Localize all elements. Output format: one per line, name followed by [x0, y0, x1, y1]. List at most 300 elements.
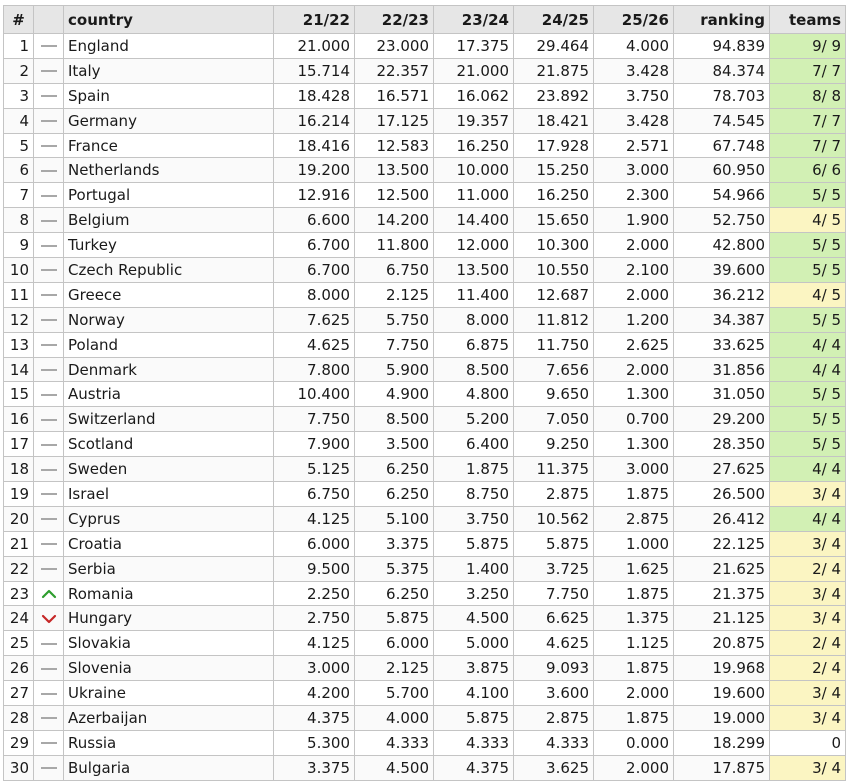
column-header-rank[interactable]: #	[4, 6, 34, 34]
season-2324-cell: 21.000	[434, 58, 514, 83]
trend-cell	[34, 258, 64, 283]
season-2425-cell: 9.650	[514, 382, 594, 407]
season-2324-cell: 4.375	[434, 755, 514, 780]
table-row[interactable]	[4, 706, 846, 731]
rank-cell: 25	[4, 631, 34, 656]
teams-cell: 5/ 5	[770, 258, 846, 283]
season-2122-cell: 5.300	[274, 730, 355, 755]
country-cell: Hungary	[64, 606, 274, 631]
table-row[interactable]	[4, 482, 846, 507]
trend-flat-icon	[41, 344, 57, 346]
season-2425-cell: 4.625	[514, 631, 594, 656]
season-2324-cell: 4.500	[434, 606, 514, 631]
season-2425-cell: 10.550	[514, 258, 594, 283]
teams-cell: 5/ 5	[770, 432, 846, 457]
season-2223-cell: 3.375	[355, 531, 434, 556]
trend-up-icon	[41, 589, 57, 599]
teams-cell: 5/ 5	[770, 382, 846, 407]
season-2122-cell: 7.800	[274, 357, 355, 382]
teams-cell: 7/ 7	[770, 133, 846, 158]
trend-flat-icon	[41, 394, 57, 396]
season-2324-cell: 5.000	[434, 631, 514, 656]
ranking-cell: 26.412	[674, 506, 770, 531]
season-2526-cell: 2.000	[594, 755, 674, 780]
rank-cell: 27	[4, 681, 34, 706]
country-cell: Azerbaijan	[64, 706, 274, 731]
table-row[interactable]	[4, 282, 846, 307]
trend-flat-icon	[41, 269, 57, 271]
teams-cell: 5/ 5	[770, 407, 846, 432]
ranking-cell: 34.387	[674, 307, 770, 332]
trend-flat-icon	[41, 120, 57, 122]
ranking-cell: 33.625	[674, 332, 770, 357]
teams-cell: 4/ 5	[770, 208, 846, 233]
table-row[interactable]	[4, 606, 846, 631]
ranking-cell: 17.875	[674, 755, 770, 780]
trend-flat-icon	[41, 668, 57, 670]
trend-flat-icon	[41, 469, 57, 471]
season-2122-cell: 8.000	[274, 282, 355, 307]
teams-cell: 3/ 4	[770, 581, 846, 606]
rank-cell: 1	[4, 34, 34, 59]
column-header-2526[interactable]: 25/26	[594, 6, 674, 34]
trend-cell	[34, 432, 64, 457]
rank-cell: 19	[4, 482, 34, 507]
season-2425-cell: 7.656	[514, 357, 594, 382]
season-2526-cell: 3.000	[594, 457, 674, 482]
season-2223-cell: 4.333	[355, 730, 434, 755]
rank-cell: 4	[4, 108, 34, 133]
rank-cell: 3	[4, 83, 34, 108]
table-row[interactable]	[4, 34, 846, 59]
rank-cell: 15	[4, 382, 34, 407]
teams-cell: 2/ 4	[770, 631, 846, 656]
country-cell: France	[64, 133, 274, 158]
season-2425-cell: 3.625	[514, 755, 594, 780]
season-2425-cell: 11.375	[514, 457, 594, 482]
season-2526-cell: 1.625	[594, 556, 674, 581]
rank-cell: 18	[4, 457, 34, 482]
season-2324-cell: 16.062	[434, 83, 514, 108]
season-2324-cell: 19.357	[434, 108, 514, 133]
country-cell: Portugal	[64, 183, 274, 208]
season-2122-cell: 15.714	[274, 58, 355, 83]
country-cell: Germany	[64, 108, 274, 133]
ranking-cell: 42.800	[674, 233, 770, 258]
column-header-ranking[interactable]: ranking	[674, 6, 770, 34]
column-header-country[interactable]: country	[64, 6, 274, 34]
season-2425-cell: 11.812	[514, 307, 594, 332]
table-row[interactable]	[4, 233, 846, 258]
table-row[interactable]	[4, 432, 846, 457]
ranking-cell: 52.750	[674, 208, 770, 233]
table-row[interactable]	[4, 581, 846, 606]
season-2324-cell: 5.875	[434, 531, 514, 556]
ranking-cell: 29.200	[674, 407, 770, 432]
trend-cell	[34, 208, 64, 233]
rank-cell: 12	[4, 307, 34, 332]
teams-cell: 0	[770, 730, 846, 755]
table-row[interactable]	[4, 531, 846, 556]
season-2122-cell: 7.900	[274, 432, 355, 457]
trend-cell	[34, 506, 64, 531]
rank-cell: 6	[4, 158, 34, 183]
season-2324-cell: 6.400	[434, 432, 514, 457]
teams-cell: 5/ 5	[770, 307, 846, 332]
column-header-2122[interactable]: 21/22	[274, 6, 355, 34]
teams-cell: 3/ 4	[770, 606, 846, 631]
trend-cell	[34, 233, 64, 258]
trend-flat-icon	[41, 195, 57, 197]
trend-cell	[34, 307, 64, 332]
ranking-cell: 26.500	[674, 482, 770, 507]
season-2425-cell: 16.250	[514, 183, 594, 208]
rank-cell: 29	[4, 730, 34, 755]
season-2324-cell: 10.000	[434, 158, 514, 183]
trend-cell	[34, 382, 64, 407]
ranking-cell: 19.000	[674, 706, 770, 731]
season-2324-cell: 1.875	[434, 457, 514, 482]
season-2425-cell: 3.725	[514, 556, 594, 581]
season-2324-cell: 8.750	[434, 482, 514, 507]
rank-cell: 8	[4, 208, 34, 233]
trend-flat-icon	[41, 245, 57, 247]
season-2425-cell: 2.875	[514, 482, 594, 507]
season-2122-cell: 6.750	[274, 482, 355, 507]
table-row[interactable]	[4, 631, 846, 656]
season-2324-cell: 5.875	[434, 706, 514, 731]
table-row[interactable]	[4, 681, 846, 706]
season-2223-cell: 6.750	[355, 258, 434, 283]
country-cell: Greece	[64, 282, 274, 307]
season-2223-cell: 16.571	[355, 83, 434, 108]
season-2122-cell: 16.214	[274, 108, 355, 133]
season-2324-cell: 17.375	[434, 34, 514, 59]
season-2324-cell: 1.400	[434, 556, 514, 581]
table-row[interactable]	[4, 58, 846, 83]
season-2223-cell: 5.375	[355, 556, 434, 581]
country-cell: Scotland	[64, 432, 274, 457]
trend-flat-icon	[41, 95, 57, 97]
trend-cell	[34, 332, 64, 357]
season-2526-cell: 3.428	[594, 58, 674, 83]
rank-cell: 14	[4, 357, 34, 382]
season-2122-cell: 12.916	[274, 183, 355, 208]
season-2122-cell: 18.416	[274, 133, 355, 158]
season-2324-cell: 6.875	[434, 332, 514, 357]
teams-cell: 4/ 4	[770, 457, 846, 482]
season-2324-cell: 5.200	[434, 407, 514, 432]
ranking-cell: 21.625	[674, 556, 770, 581]
trend-cell	[34, 407, 64, 432]
season-2425-cell: 11.750	[514, 332, 594, 357]
trend-cell	[34, 158, 64, 183]
season-2526-cell: 2.000	[594, 233, 674, 258]
season-2526-cell: 2.571	[594, 133, 674, 158]
season-2223-cell: 5.100	[355, 506, 434, 531]
table-row[interactable]	[4, 382, 846, 407]
trend-down-icon	[41, 614, 57, 624]
trend-flat-icon	[41, 742, 57, 744]
ranking-cell: 36.212	[674, 282, 770, 307]
table-row[interactable]	[4, 83, 846, 108]
season-2223-cell: 8.500	[355, 407, 434, 432]
season-2223-cell: 6.000	[355, 631, 434, 656]
teams-cell: 9/ 9	[770, 34, 846, 59]
trend-flat-icon	[41, 543, 57, 545]
table-row[interactable]	[4, 457, 846, 482]
season-2425-cell: 5.875	[514, 531, 594, 556]
season-2122-cell: 3.375	[274, 755, 355, 780]
season-2223-cell: 13.500	[355, 158, 434, 183]
country-cell: Sweden	[64, 457, 274, 482]
season-2425-cell: 10.300	[514, 233, 594, 258]
table-row[interactable]	[4, 307, 846, 332]
teams-cell: 3/ 4	[770, 755, 846, 780]
season-2324-cell: 11.400	[434, 282, 514, 307]
ranking-cell: 84.374	[674, 58, 770, 83]
country-cell: Slovakia	[64, 631, 274, 656]
season-2526-cell: 3.428	[594, 108, 674, 133]
rank-cell: 22	[4, 556, 34, 581]
season-2324-cell: 14.400	[434, 208, 514, 233]
season-2324-cell: 4.333	[434, 730, 514, 755]
season-2425-cell: 3.600	[514, 681, 594, 706]
season-2122-cell: 4.375	[274, 706, 355, 731]
season-2425-cell: 10.562	[514, 506, 594, 531]
rank-cell: 26	[4, 656, 34, 681]
season-2122-cell: 4.200	[274, 681, 355, 706]
season-2324-cell: 11.000	[434, 183, 514, 208]
ranking-cell: 39.600	[674, 258, 770, 283]
season-2526-cell: 1.900	[594, 208, 674, 233]
season-2526-cell: 0.000	[594, 730, 674, 755]
table-row[interactable]	[4, 258, 846, 283]
rank-cell: 10	[4, 258, 34, 283]
rank-cell: 5	[4, 133, 34, 158]
season-2324-cell: 13.500	[434, 258, 514, 283]
table-row[interactable]	[4, 158, 846, 183]
trend-cell	[34, 108, 64, 133]
country-cell: Netherlands	[64, 158, 274, 183]
season-2526-cell: 1.375	[594, 606, 674, 631]
season-2223-cell: 6.250	[355, 457, 434, 482]
column-header-trend[interactable]	[34, 6, 64, 34]
teams-cell: 6/ 6	[770, 158, 846, 183]
country-cell: England	[64, 34, 274, 59]
ranking-cell: 27.625	[674, 457, 770, 482]
season-2324-cell: 12.000	[434, 233, 514, 258]
trend-cell	[34, 556, 64, 581]
rank-cell: 9	[4, 233, 34, 258]
ranking-cell: 21.125	[674, 606, 770, 631]
ranking-cell: 67.748	[674, 133, 770, 158]
season-2122-cell: 3.000	[274, 656, 355, 681]
season-2223-cell: 11.800	[355, 233, 434, 258]
column-header-2223[interactable]: 22/23	[355, 6, 434, 34]
season-2324-cell: 3.875	[434, 656, 514, 681]
season-2223-cell: 12.500	[355, 183, 434, 208]
country-cell: Italy	[64, 58, 274, 83]
country-cell: Norway	[64, 307, 274, 332]
column-header-2425[interactable]: 24/25	[514, 6, 594, 34]
season-2223-cell: 5.900	[355, 357, 434, 382]
trend-flat-icon	[41, 493, 57, 495]
country-cell: Israel	[64, 482, 274, 507]
trend-cell	[34, 531, 64, 556]
trend-cell	[34, 282, 64, 307]
season-2122-cell: 4.125	[274, 631, 355, 656]
season-2122-cell: 6.000	[274, 531, 355, 556]
ranking-cell: 18.299	[674, 730, 770, 755]
rank-cell: 21	[4, 531, 34, 556]
trend-flat-icon	[41, 419, 57, 421]
trend-cell	[34, 631, 64, 656]
season-2526-cell: 1.125	[594, 631, 674, 656]
table-row[interactable]	[4, 730, 846, 755]
season-2526-cell: 4.000	[594, 34, 674, 59]
ranking-cell: 19.968	[674, 656, 770, 681]
country-cell: Bulgaria	[64, 755, 274, 780]
table-row[interactable]	[4, 656, 846, 681]
table-row[interactable]	[4, 108, 846, 133]
ranking-cell: 94.839	[674, 34, 770, 59]
season-2223-cell: 5.700	[355, 681, 434, 706]
country-cell: Denmark	[64, 357, 274, 382]
trend-cell	[34, 34, 64, 59]
trend-cell	[34, 606, 64, 631]
season-2223-cell: 6.250	[355, 581, 434, 606]
table-row[interactable]	[4, 506, 846, 531]
ranking-cell: 54.966	[674, 183, 770, 208]
trend-cell	[34, 133, 64, 158]
teams-cell: 8/ 8	[770, 83, 846, 108]
rank-cell: 2	[4, 58, 34, 83]
teams-cell: 3/ 4	[770, 681, 846, 706]
rank-cell: 16	[4, 407, 34, 432]
column-header-teams[interactable]: teams	[770, 6, 846, 34]
trend-flat-icon	[41, 568, 57, 570]
country-cell: Cyprus	[64, 506, 274, 531]
rank-cell: 24	[4, 606, 34, 631]
season-2526-cell: 2.000	[594, 681, 674, 706]
teams-cell: 5/ 5	[770, 233, 846, 258]
season-2223-cell: 2.125	[355, 656, 434, 681]
season-2122-cell: 4.625	[274, 332, 355, 357]
teams-cell: 3/ 4	[770, 531, 846, 556]
season-2223-cell: 12.583	[355, 133, 434, 158]
season-2425-cell: 15.250	[514, 158, 594, 183]
country-cell: Ukraine	[64, 681, 274, 706]
rank-cell: 20	[4, 506, 34, 531]
season-2122-cell: 6.700	[274, 233, 355, 258]
season-2223-cell: 5.875	[355, 606, 434, 631]
country-cell: Poland	[64, 332, 274, 357]
country-cell: Austria	[64, 382, 274, 407]
rank-cell: 7	[4, 183, 34, 208]
trend-flat-icon	[41, 319, 57, 321]
season-2425-cell: 9.093	[514, 656, 594, 681]
season-2223-cell: 4.900	[355, 382, 434, 407]
season-2526-cell: 1.300	[594, 432, 674, 457]
ranking-cell: 31.856	[674, 357, 770, 382]
table-row[interactable]	[4, 755, 846, 780]
teams-cell: 4/ 5	[770, 282, 846, 307]
trend-flat-icon	[41, 693, 57, 695]
trend-cell	[34, 482, 64, 507]
column-header-2324[interactable]: 23/24	[434, 6, 514, 34]
season-2324-cell: 3.750	[434, 506, 514, 531]
table-row[interactable]	[4, 133, 846, 158]
table-row[interactable]	[4, 556, 846, 581]
trend-flat-icon	[41, 70, 57, 72]
teams-cell: 7/ 7	[770, 58, 846, 83]
country-cell: Russia	[64, 730, 274, 755]
season-2425-cell: 4.333	[514, 730, 594, 755]
season-2223-cell: 14.200	[355, 208, 434, 233]
season-2223-cell: 3.500	[355, 432, 434, 457]
country-cell: Serbia	[64, 556, 274, 581]
table-row[interactable]	[4, 332, 846, 357]
table-row[interactable]	[4, 407, 846, 432]
season-2122-cell: 19.200	[274, 158, 355, 183]
season-2122-cell: 4.125	[274, 506, 355, 531]
season-2526-cell: 2.300	[594, 183, 674, 208]
season-2425-cell: 12.687	[514, 282, 594, 307]
season-2223-cell: 2.125	[355, 282, 434, 307]
ranking-cell: 22.125	[674, 531, 770, 556]
country-cell: Turkey	[64, 233, 274, 258]
season-2223-cell: 23.000	[355, 34, 434, 59]
teams-cell: 4/ 4	[770, 332, 846, 357]
ranking-cell: 19.600	[674, 681, 770, 706]
season-2526-cell: 1.875	[594, 656, 674, 681]
table-row[interactable]	[4, 183, 846, 208]
country-cell: Czech Republic	[64, 258, 274, 283]
ranking-cell: 74.545	[674, 108, 770, 133]
season-2425-cell: 6.625	[514, 606, 594, 631]
country-cell: Spain	[64, 83, 274, 108]
rank-cell: 28	[4, 706, 34, 731]
teams-cell: 3/ 4	[770, 706, 846, 731]
season-2526-cell: 1.000	[594, 531, 674, 556]
country-cell: Croatia	[64, 531, 274, 556]
trend-cell	[34, 58, 64, 83]
season-2223-cell: 17.125	[355, 108, 434, 133]
trend-cell	[34, 681, 64, 706]
season-2223-cell: 4.000	[355, 706, 434, 731]
teams-cell: 4/ 4	[770, 357, 846, 382]
season-2122-cell: 2.750	[274, 606, 355, 631]
season-2324-cell: 4.100	[434, 681, 514, 706]
season-2526-cell: 1.200	[594, 307, 674, 332]
trend-cell	[34, 730, 64, 755]
table-row[interactable]	[4, 208, 846, 233]
season-2425-cell: 7.750	[514, 581, 594, 606]
season-2526-cell: 3.000	[594, 158, 674, 183]
season-2526-cell: 1.300	[594, 382, 674, 407]
season-2526-cell: 2.875	[594, 506, 674, 531]
season-2526-cell: 0.700	[594, 407, 674, 432]
ranking-cell: 28.350	[674, 432, 770, 457]
season-2324-cell: 8.500	[434, 357, 514, 382]
trend-flat-icon	[41, 444, 57, 446]
table-row[interactable]	[4, 357, 846, 382]
season-2223-cell: 5.750	[355, 307, 434, 332]
season-2425-cell: 7.050	[514, 407, 594, 432]
trend-cell	[34, 357, 64, 382]
trend-flat-icon	[41, 220, 57, 222]
